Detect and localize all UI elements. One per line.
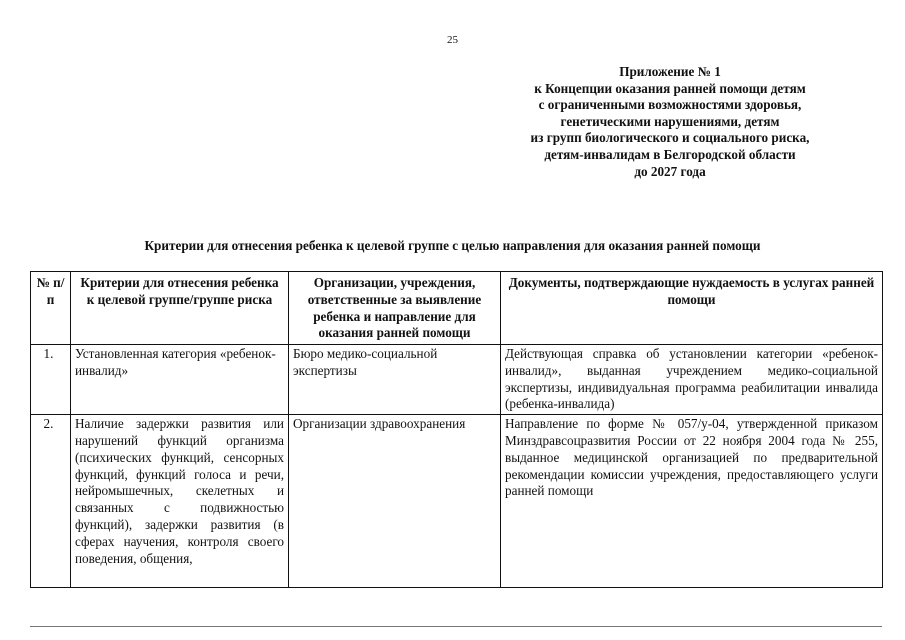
- header-number: № п/п: [31, 272, 71, 345]
- row-organization: Бюро медико-социальной экспертизы: [289, 345, 501, 415]
- document-title: Критерии для отнесения ребенка к целевой группе с целью направления для оказания ранней помощи: [144, 238, 761, 253]
- header-organization: Организации, учреждения, ответственные за выявление ребенка и направление для оказания ранней помощи: [289, 272, 501, 345]
- appendix-line: детям-инвалидам в Белгородской области: [544, 146, 796, 162]
- row-criteria: Наличие задержки развития или нарушений функций организма (психических функций, сенсорных функций, функций голоса и речи, нейромышечных, скелетных и связанных с подвижностью функций), задержки развития (в сферах научения, контроля своего поведения, общения,: [71, 415, 289, 588]
- appendix-line: с ограниченными возможностями здоровья,: [538, 97, 802, 113]
- table-header-row: [31, 272, 883, 345]
- table-row: [31, 345, 883, 415]
- criteria-table: [30, 271, 883, 588]
- appendix-line: к Концепции оказания ранней помощи детям: [534, 80, 806, 96]
- header-documents: Документы, подтверждающие нуждаемость в услугах ранней помощи: [501, 272, 883, 345]
- row-organization: Организации здравоохранения: [289, 415, 501, 588]
- page-number: 25: [447, 34, 458, 46]
- row-documents: Направление по форме № 057/у-04, утвержденной приказом Минздравсоцразвития России от 22 ноября 2004 года № 255, выданное медицинской организацией по предварительной рекомендации комиссии учреждения, предоставляющего услуги ранней помощи: [501, 415, 883, 588]
- appendix-line: Приложение № 1: [619, 64, 721, 79]
- appendix-header: [505, 64, 835, 180]
- row-number: 1.: [31, 345, 71, 415]
- table-row: [31, 415, 883, 588]
- appendix-line: генетическими нарушениями, детям: [560, 113, 780, 129]
- page-bottom-divider: [30, 626, 882, 627]
- header-criteria: Критерии для отнесения ребенка к целевой группе/группе риска: [71, 272, 289, 345]
- row-criteria: Установленная категория «ребенок-инвалид»: [71, 345, 289, 415]
- row-number: 2.: [31, 415, 71, 588]
- row-documents: Действующая справка об установлении категории «ребенок-инвалид», выданная учреждением медико-социальной экспертизы, индивидуальная программа реабилитации инвалида (ребенка-инвалида): [501, 345, 883, 415]
- appendix-line: до 2027 года: [634, 163, 706, 179]
- appendix-line: из групп биологического и социального риска,: [530, 130, 810, 146]
